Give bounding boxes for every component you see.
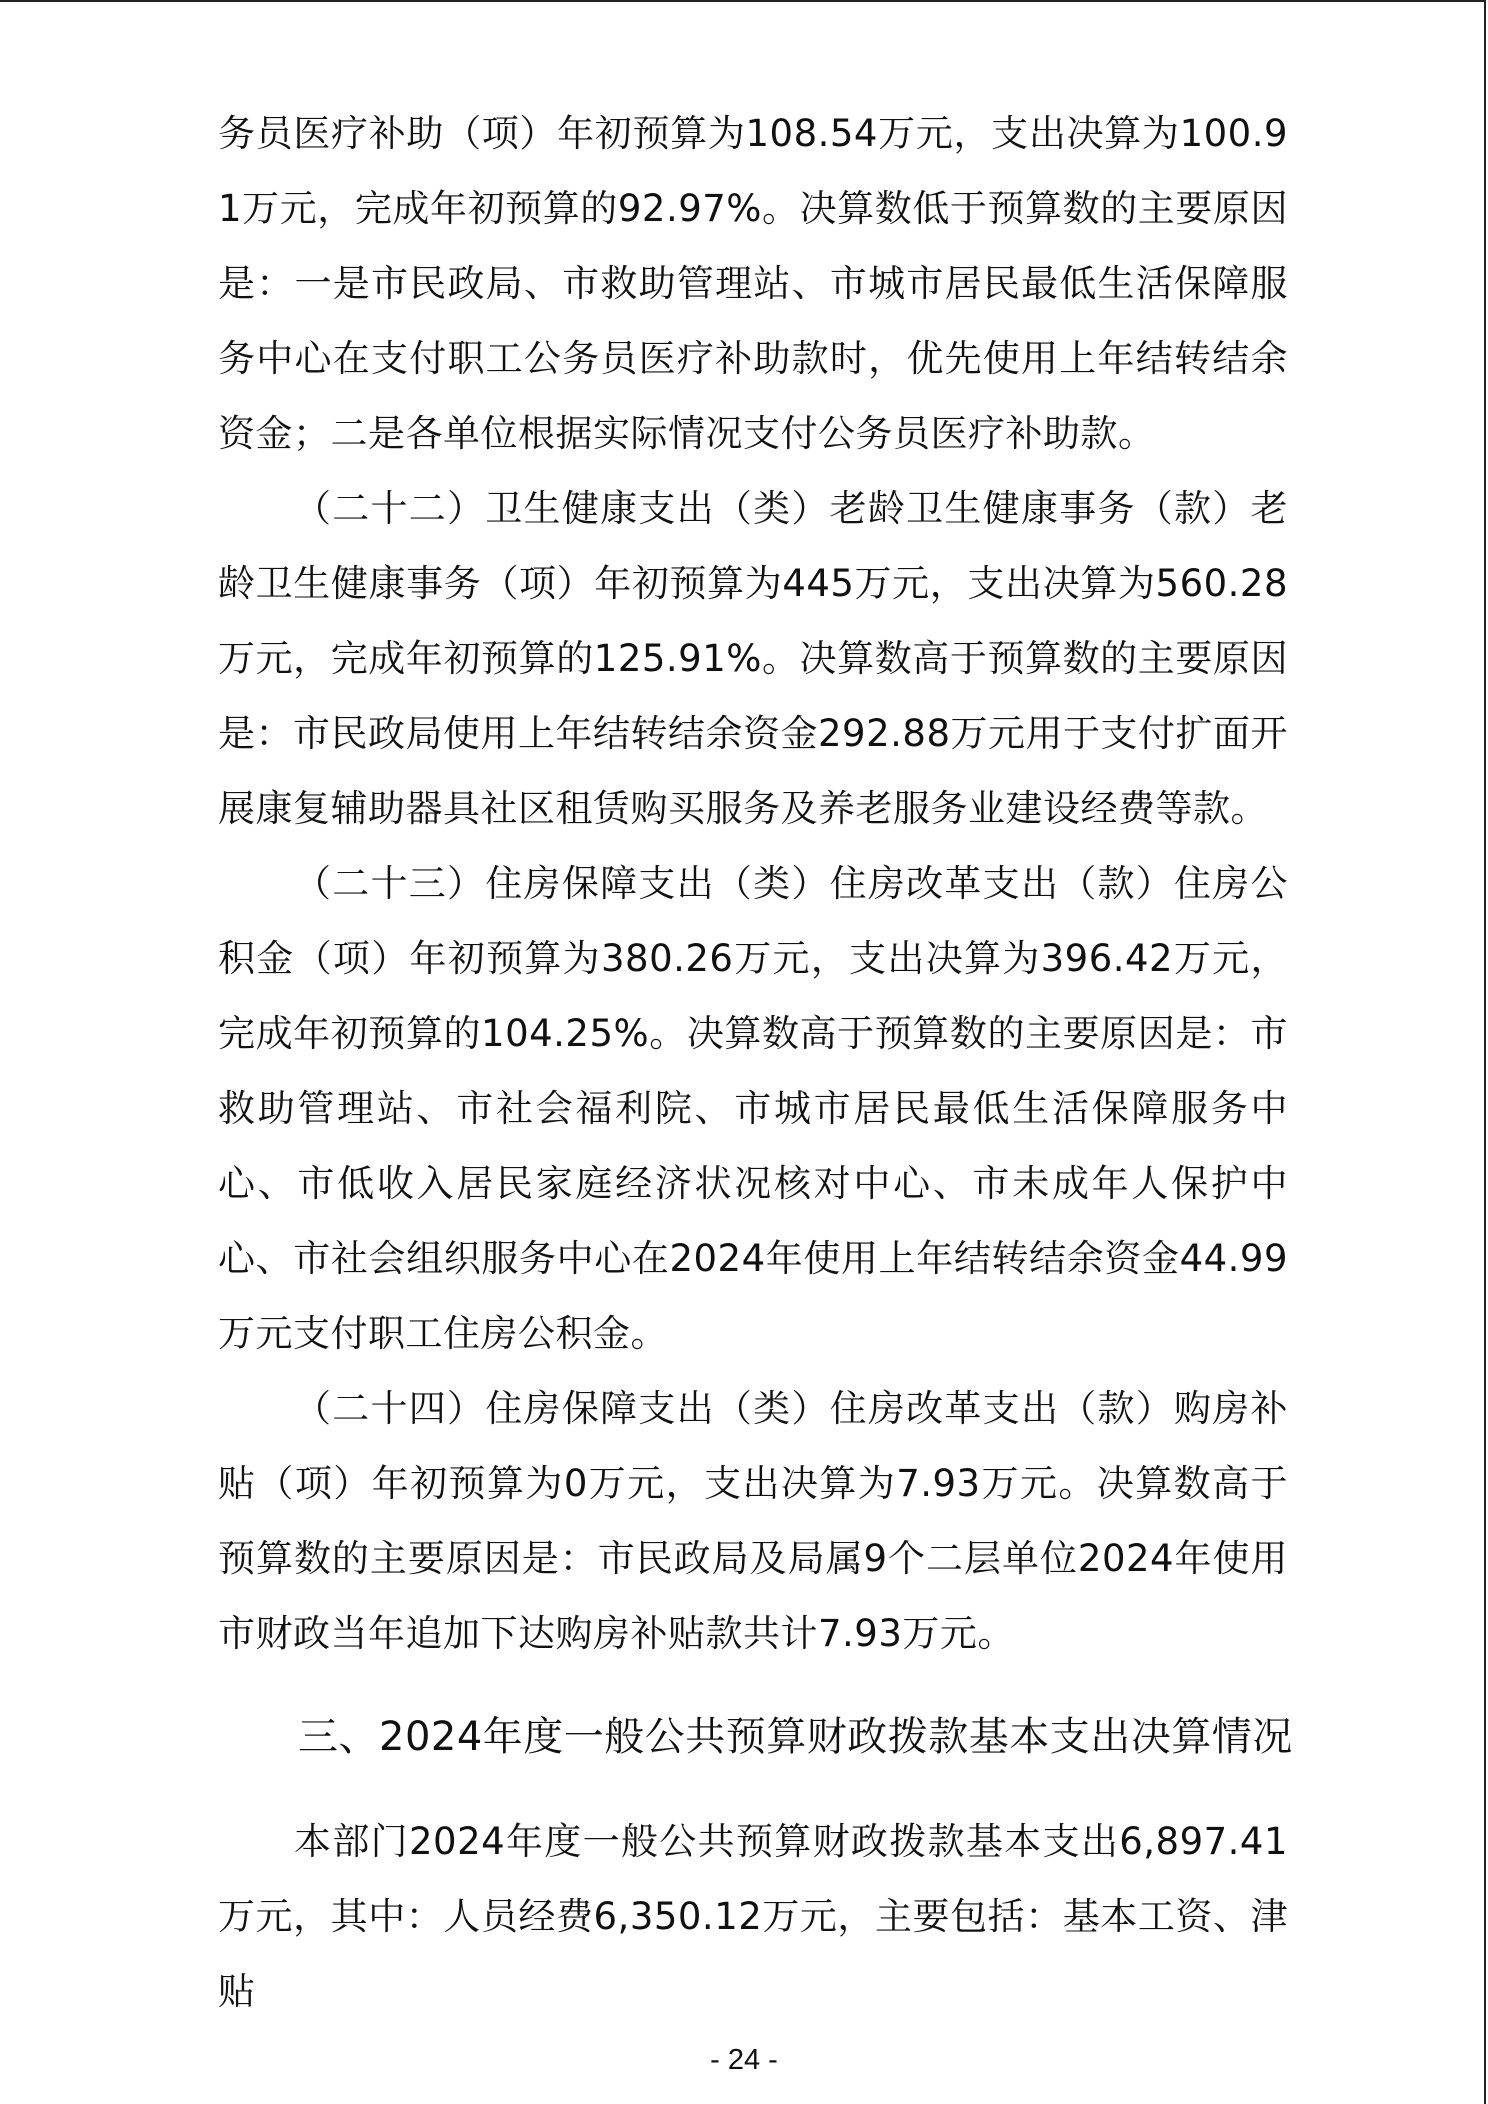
paragraph-elderly-health-affairs: （二十二）卫生健康支出（类）老龄卫生健康事务（款）老龄卫生健康事务（项）年初预算为445万元，支出决算为560.28万元，完成年初预算的125.91%。决算数高于预算数的主要原因是：市民政局使用上年结转结余资金292.88万元用于支付扩面开展康复辅助器具社区租赁购买服务及养老服务业建设经费等款。 bbox=[218, 487, 1288, 830]
paragraph-housing-provident-fund: （二十三）住房保障支出（类）住房改革支出（款）住房公积金（项）年初预算为380.26万元，支出决算为396.42万元，完成年初预算的104.25%。决算数高于预算数的主要原因是：市救助管理站、市社会福利院、市城市居民最低生活保障服务中心、市低收入居民家庭经济状况核对中心、市未成年人保护中心、市社会组织服务中心在2024年使用上年结转结余资金44.99万元支付职工住房公积金。 bbox=[218, 862, 1288, 1355]
page-number: - 24 - bbox=[710, 2044, 778, 2076]
paragraph-basic-expenditure: 本部门2024年度一般公共预算财政拨款基本支出6,897.41万元，其中：人员经费6,350.12万元，主要包括：基本工资、津贴 bbox=[218, 1820, 1288, 2013]
document-body bbox=[218, 96, 1293, 2029]
paragraph-medical-subsidy-continued: 务员医疗补助（项）年初预算为108.54万元，支出决算为100.91万元，完成年初预算的92.97%。决算数低于预算数的主要原因是：一是市民政局、市救助管理站、市城市居民最低生活保障服务中心在支付职工公务员医疗补助款时，优先使用上年结转结余资金；二是各单位根据实际情况支付公务员医疗补助款。 bbox=[218, 112, 1288, 455]
section-heading: 三、2024年度一般公共预算财政拨款基本支出决算情况 bbox=[298, 1714, 1293, 1760]
paragraph-housing-purchase-subsidy: （二十四）住房保障支出（类）住房改革支出（款）购房补贴（项）年初预算为0万元，支出决算为7.93万元。决算数高于预算数的主要原因是：市民政局及局属9个二层单位2024年使用市财政当年追加下达购房补贴款共计7.93万元。 bbox=[218, 1387, 1288, 1655]
